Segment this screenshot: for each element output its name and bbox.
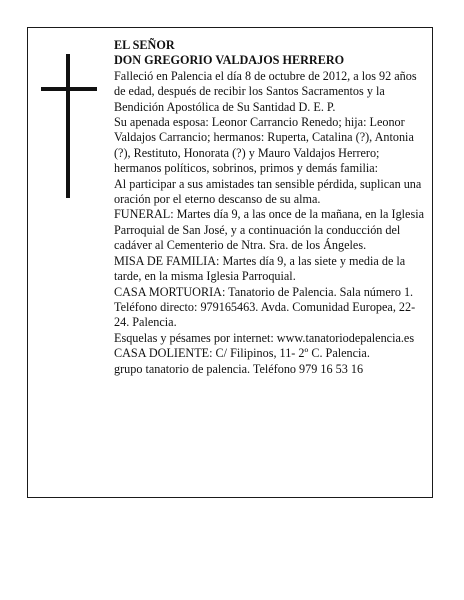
mourning-house-info: CASA DOLIENTE: C/ Filipinos, 11- 2º C. Palencia.	[114, 346, 370, 361]
cross-horizontal-bar	[41, 87, 97, 91]
prayer-request: Al participar a sus amistades tan sensible pérdida, suplican una oración por el eterno descanso de su alma.	[114, 176, 422, 207]
death-announcement: Falleció en Palencia el día 8 de octubre de 2012, a los 92 años de edad, después de recibir los Santos Sacramentos y la Bendición Apostólica de Su Santidad D. E. P.	[114, 68, 417, 114]
obituary-text	[114, 38, 424, 377]
funeral-group-contact: grupo tanatorio de palencia. Teléfono 979 16 53 16	[114, 361, 364, 376]
family-mass-info: MISA DE FAMILIA: Martes día 9, a las siete y media de la tarde, en la misma Iglesia Parroquial.	[114, 253, 406, 284]
family-list: Su apenada esposa: Leonor Carrancio Renedo; hija: Leonor Valdajos Carrancio; hermanos: Ruperta, Catalina (?), Antonia (?), Restituto, Honorata (?) y Mauro Valdajos Herrero; hermanos políticos, sobrinos, primos y demás familia:	[114, 115, 414, 176]
cross-vertical-bar	[66, 54, 70, 198]
funeral-info: FUNERAL: Martes día 9, a las once de la mañana, en la Iglesia Parroquial de San José, y a continuación la conducción del cadáver al Cementerio de Ntra. Sra. de los Ángeles.	[114, 207, 425, 253]
cross-icon	[41, 54, 97, 198]
funeral-home-info: CASA MORTUORIA: Tanatorio de Palencia. Sala número 1. Teléfono directo: 979165463. Avda. Comunidad Europea, 22-24. Palencia.	[114, 284, 416, 330]
online-condolences: Esquelas y pésames por internet: www.tanatoriodepalencia.es	[114, 330, 415, 345]
heading-title: EL SEÑOR	[114, 38, 175, 52]
heading-name: DON GREGORIO VALDAJOS HERRERO	[114, 53, 345, 68]
